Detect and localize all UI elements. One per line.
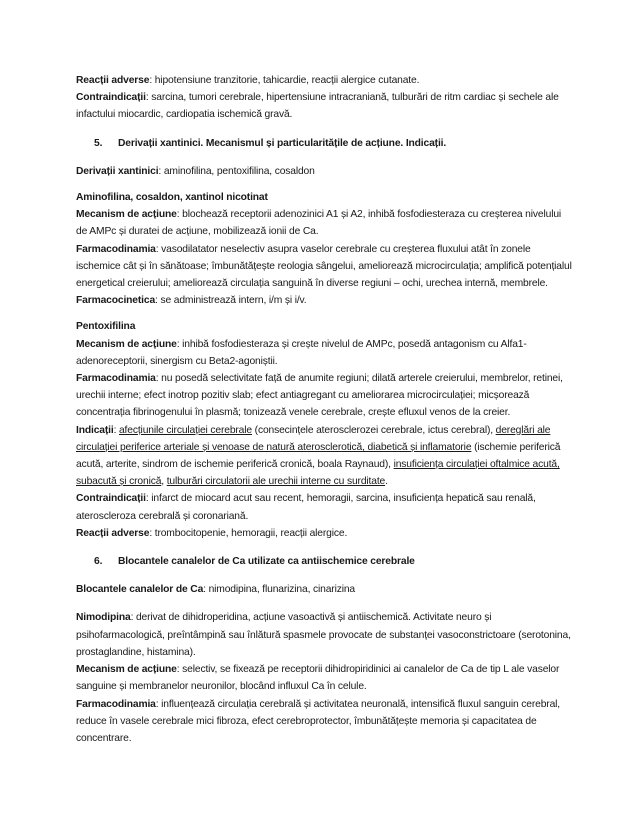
subheading-text: Pentoxifilina (76, 321, 136, 333)
text: . (385, 476, 388, 488)
paragraph-mechanism (76, 661, 574, 695)
text: : se administrează intern, i/m și i/v. (155, 295, 307, 307)
paragraph-pharmacodynamics (76, 370, 574, 422)
label: Blocantele canalelor de Ca (76, 584, 204, 596)
paragraph-pharmacodynamics (76, 241, 574, 293)
underlined-text: dereglări ale circulației periferice arteriale și venoase de natură aterosclerotică, diabetică și inflamatorie (76, 424, 551, 453)
label: Reacții adverse (76, 75, 150, 86)
paragraph-adverse-reactions (76, 525, 574, 542)
text: : influențează circulația cerebrală și activitatea neuronală, intensifică fluxul sanguin cerebral, reduce în vasele cerebrale mici fibroza, efect cerebroprotector, îmbunătățește memoria și capacitatea de concentrare. (76, 698, 561, 744)
subheading-text: Aminofilina, cosaldon, xantinol nicotinat (76, 192, 268, 204)
section-title: Derivații xantinici. Mecanismul și particularitățile de acțiune. Indicații. (118, 137, 447, 149)
label: Mecanism de acțiune (76, 338, 177, 350)
label: Farmacodinamia (76, 243, 156, 255)
section-6-heading (76, 553, 574, 570)
paragraph-mechanism (76, 336, 574, 370)
underlined-text: tulburări circulatorii ale urechii interne cu surditate (166, 476, 386, 488)
text: : nu posedă selectivitate față de anumite regiuni; dilată arterele creierului, membrelor, retinei, urechii interne; efect inotrop pozitiv slab; efect antiagregant cu ameliorarea microcirculației; micșorează concentrația fibrinogenului în plasmă; tonizează venele cerebrale, crește efluxul venos de la creier. (76, 373, 563, 419)
text: , (161, 476, 167, 488)
text: (ischemie periferică acută, arterite, sindrom de ischemie periferică cronică, boala Raynaud), (76, 441, 561, 471)
underlined-text: insuficiența circulației oftalmice acută, subacută și cronică (76, 459, 560, 488)
label: Reacții adverse (76, 527, 150, 539)
label: Farmacodinamia (76, 698, 156, 710)
paragraph-nimodipina (76, 609, 574, 661)
paragraph-contraindications (76, 490, 574, 524)
label: Nimodipina (76, 612, 131, 624)
label: Contraindicații (76, 493, 146, 505)
section-number: 6. (94, 556, 103, 568)
text: : hipotensiune tranzitorie, tahicardie, reacții alergice cutanate. (149, 75, 420, 86)
paragraph-xanthine-derivatives (76, 163, 574, 180)
text: : trombocitopenie, hemoragii, reacții alergice. (149, 527, 348, 539)
label: Mecanism de acțiune (76, 209, 177, 221)
text: : derivat de dihidroperidina, acțiune vasoactivă și antiischemică. Activitate neuro și psihofarmacologică, preîntâmpină sau înlătură spasmele provocate de substanței vasoconstrictoare (serotonina, prostaglandine, histamina). (76, 612, 571, 658)
text: : aminofilina, pentoxifilina, cosaldon (158, 165, 315, 177)
text: (consecințele aterosclerozei cerebrale, ictus cerebral), (251, 424, 496, 436)
paragraph-adverse-reactions (76, 72, 574, 89)
text: : inhibă fosfodiesteraza și crește nivelul de AMPc, posedă antagonism cu Alfa1-adenoreceptorii, sinergism cu Beta2-agoniștii. (76, 338, 527, 367)
section-number: 5. (94, 137, 103, 149)
underlined-text: afecțiunile circulației cerebrale (118, 424, 252, 436)
paragraph-pharmacokinetics (76, 292, 574, 309)
paragraph-calcium-blockers (76, 581, 574, 598)
text: : sarcina, tumori cerebrale, hipertensiune intracraniană, tulburări de ritm cardiac și sechele ale infactului miocardic, cardiopatia ischemică gravă. (76, 92, 559, 121)
paragraph-mechanism (76, 206, 574, 240)
label: Derivații xantinici (76, 165, 159, 177)
subheading-pentoxifilina (76, 318, 574, 335)
paragraph-indications (76, 422, 574, 491)
text: : (113, 424, 119, 436)
label: Farmacodinamia (76, 373, 156, 385)
subheading-aminofilina (76, 189, 574, 206)
label: Mecanism de acțiune (76, 664, 177, 676)
section-5-heading (76, 135, 574, 152)
paragraph-pharmacodynamics (76, 696, 574, 748)
text: : vasodilatator neselectiv asupra vaselor cerebrale cu creșterea fluxului atât în zonele ischemice cât și în sănătoase; îmbunătățește reologia sângelui, ameliorează microcirculația; amplifică potențialul energetical creierului; ameliorează circulația sanguină în diverse regiuni – ochi, urechea internă, membrele. (76, 243, 572, 290)
text: : selectiv, se fixează pe receptorii dihidropiridinici ai canalelor de Ca de tip L ale vaselor sanguine și membranelor neuronilor, blocând influxul Ca în celule. (76, 664, 560, 693)
label: Farmacocinetica (76, 295, 156, 307)
text: : blochează receptorii adenozinici A1 și A2, inhibă fosfodiesteraza cu creșterea nivelului de AMPc și duratei de acțiune, mobilizează ionii de Ca. (76, 209, 562, 238)
text: : infarct de miocard acut sau recent, hemoragii, sarcina, insuficiența hepatică sau renală, ateroscleroza cerebrală și coronariană. (76, 493, 536, 522)
section-title: Blocantele canalelor de Ca utilizate ca antiischemice cerebrale (118, 556, 415, 568)
paragraph-contraindications (76, 89, 574, 123)
label: Contraindicații (76, 92, 146, 104)
text: : nimodipina, flunarizina, cinarizina (203, 584, 356, 596)
label: Indicații (76, 424, 114, 436)
